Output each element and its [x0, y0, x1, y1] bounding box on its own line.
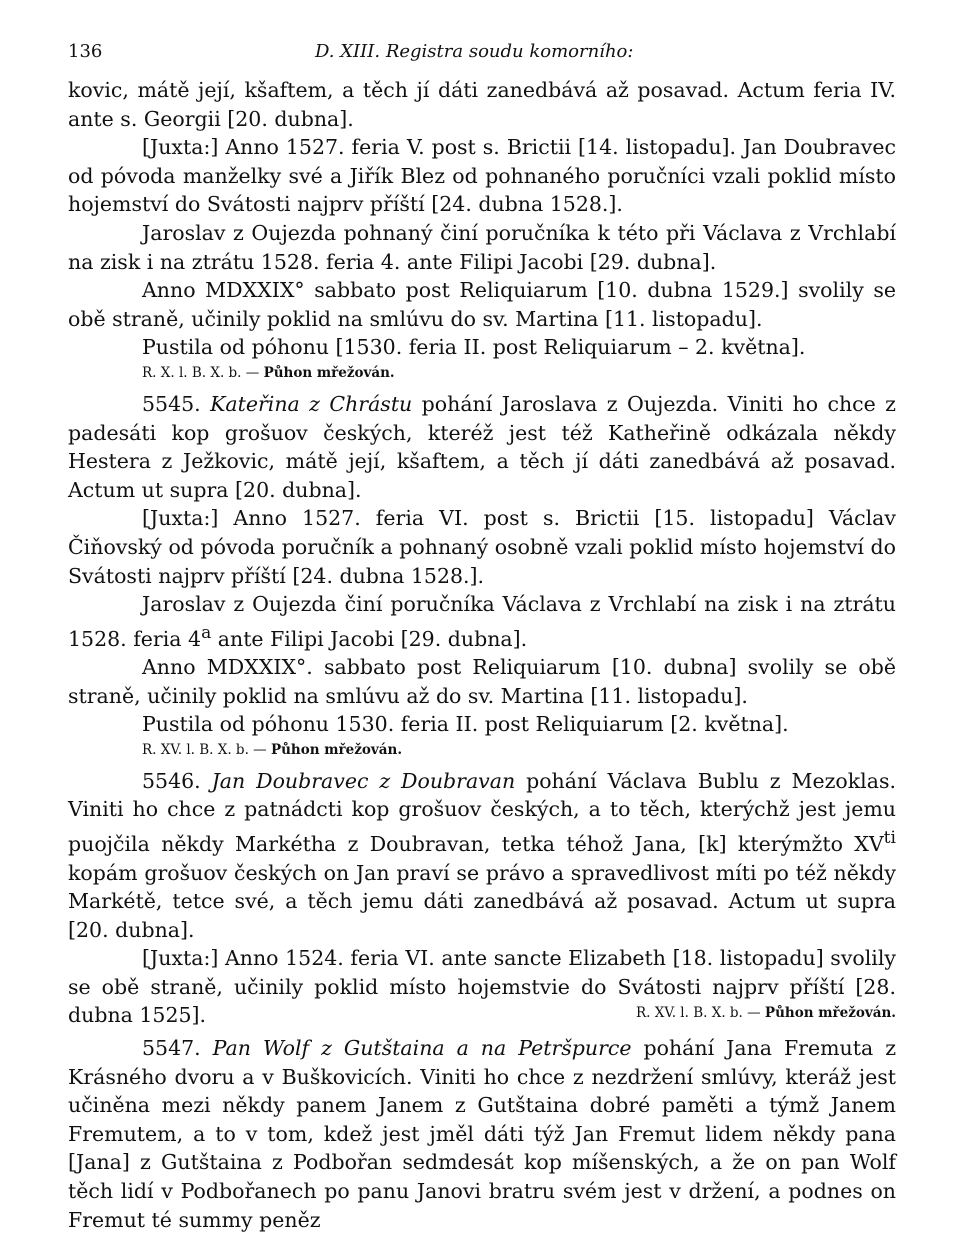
entry-number: 5546.: [142, 768, 201, 793]
source-ref: R. XV. l. B. X. b. —: [635, 1005, 761, 1022]
running-title: D. XIII. Registra soudu komorního:: [315, 41, 634, 62]
source-note: [636, 999, 896, 1028]
paragraph-with-source: [68, 944, 896, 1030]
paragraph: [Juxta:] Anno 1527. feria VI. post s. Brictii [15. listopadu] Václav Čiňovský od póvoda poručník a pohnaný osobně vzali poklid místo hojemství do Svátosti najprv příští [24. dubna 1528.].: [68, 506, 896, 588]
text-segment: kopám grošuov českých on Jan praví se právo a spravedlivost míti po též někdy Markétě, tetce své, a těch jemu dáti zanedbává až posavad. Actum ut supra [20. dubna].: [68, 860, 896, 942]
entry-title: Kateřina z Chrástu: [210, 391, 413, 416]
paragraph: Pustila od póhonu 1530. feria II. post Reliquiarum [2. května].: [142, 712, 789, 737]
source-ref: R. XV. l. B. X. b. —: [142, 741, 267, 758]
paragraph: Anno MDXXIX° sabbato post Reliquiarum [10. dubna 1529.] svolily se obě straně, učinily poklid na smlúvu do sv. Martina [11. listopadu].: [68, 278, 896, 331]
source-status: Půhon mřežován.: [263, 364, 395, 381]
entry-text: pohání Jaroslava z Oujezda. Viniti ho chce z padesáti kop grošuov českých, kteréž jest též Katheřině odkázala někdy Hestera z Ježkovic, mátě její, kšaftem, a těch jí dáti zanedbává až posavad. Actum ut supra [20. dubna].: [68, 391, 896, 502]
entry-paragraph: [68, 767, 896, 944]
entry-title: Jan Doubravec z Doubravan: [211, 768, 516, 793]
superscript: a: [201, 622, 212, 643]
entry-number: 5545.: [142, 391, 201, 416]
source-note: [68, 739, 896, 761]
page-number: 136: [68, 41, 103, 62]
page-header: [68, 32, 896, 76]
entry-paragraph: [68, 1034, 896, 1234]
paragraph: Anno MDXXIX°. sabbato post Reliquiarum [10. dubna] svolily se obě straně, učinily poklid na smlúvu až do sv. Martina [11. listopadu].: [68, 655, 896, 708]
text-segment: Jaroslav z Oujezda činí poručníka Václava z Vrchlabí na zisk i na ztrátu 1528. feria 4: [68, 592, 896, 651]
paragraph: [Juxta:] Anno 1524. feria VI. ante sancte Elizabeth [18. listopadu] svolily se obě straně, učinily poklid místo hojemstvie do Svátosti najprv příští [28. dubna 1525].: [68, 946, 896, 1028]
paragraph: [Juxta:] Anno 1527. feria V. post s. Brictii [14. listopadu]. Jan Doubravec od póvoda manželky své a Jiřík Blez od pohnaného poručníci vzali poklid místo hojemství do Svátosti najprv příští [24. dubna 1528.].: [68, 135, 896, 217]
source-ref: R. X. l. B. X. b. —: [142, 364, 260, 381]
source-status: Půhon mřežován.: [270, 741, 403, 758]
source-note: [68, 362, 896, 384]
entry-text: pohání Jana Fremuta z Krásného dvoru a v Buškovicích. Viniti ho chce z nezdržení smlúvy, kteráž jest učiněna mezi někdy panem Janem z Gutštaina dobré paměti a týmž Janem Fremutem, a to v tom, kdež jest jměl dáti týž Jan Fremut lidem někdy pana [Jana] z Gutštaina z Podbořan sedmdesát kop míšenských, a že on pan Wolf těch lidí v Podbořanech po panu Janovi bratru svém jest v držení, a podnes on Fremut té summy peněz: [68, 1036, 896, 1232]
text-segment: ante Filipi Jacobi [29. dubna].: [211, 626, 528, 651]
superscript: ti: [883, 828, 896, 849]
source-status: Půhon mřežován.: [764, 1005, 896, 1022]
paragraph: Jaroslav z Oujezda pohnaný činí poručníka k této při Václava z Vrchlabí na zisk i na ztrátu 1528. feria 4. ante Filipi Jacobi [29. dubna].: [68, 220, 896, 274]
paragraph: Pustila od póhonu [1530. feria II. post Reliquiarum – 2. května].: [142, 335, 806, 360]
paragraph: [68, 590, 896, 653]
entry-paragraph: [68, 390, 896, 504]
paragraph: kovic, mátě její, kšaftem, a těch jí dáti zanedbává až posavad. Actum feria IV. ante s. Georgii [20. dubna].: [68, 78, 896, 131]
entry-title: Pan Wolf z Gutštaina a na Petršpurce: [212, 1036, 632, 1061]
entry-number: 5547.: [142, 1036, 201, 1061]
text-segment: pohání Václava Bublu z Mezoklas. Viniti ho chce z patnádcti kop grošuov českých, a to těch, kterýchž jest jemu puojčila někdy Markétha z Doubravan, tetka téhož Jana, [k] kterýmžto XV: [68, 768, 896, 856]
